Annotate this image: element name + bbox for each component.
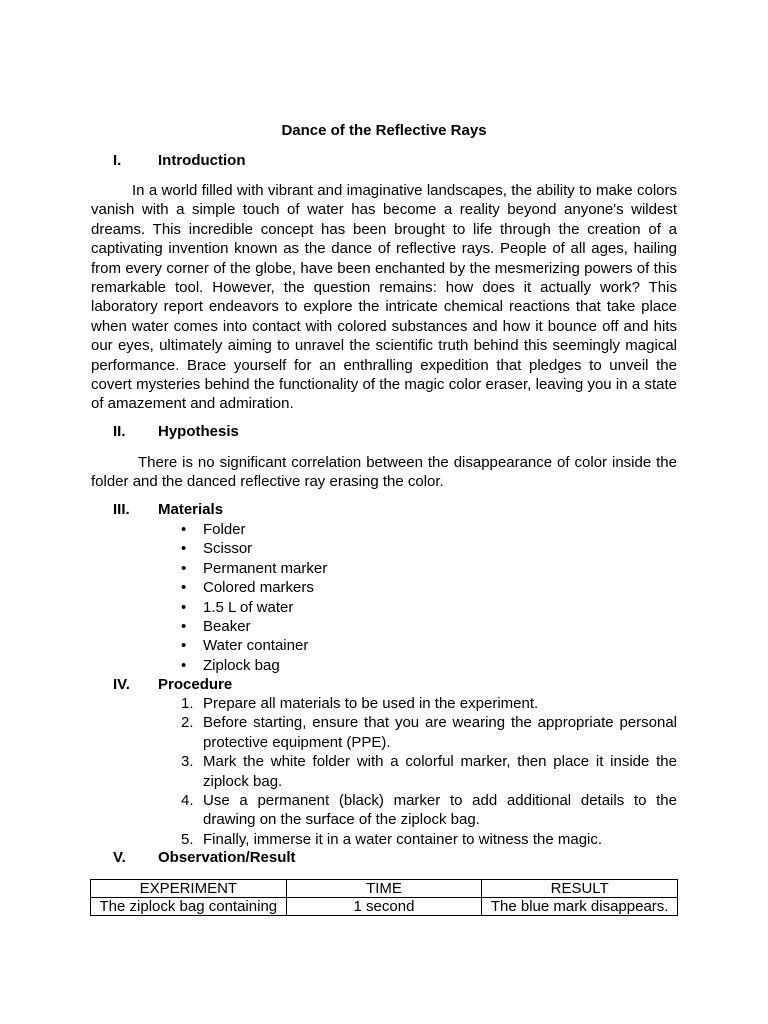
- step-text: Before starting, ensure that you are wearing the appropriate personal protective equipment (PPE).: [203, 714, 677, 751]
- list-item: • Beaker: [181, 617, 677, 636]
- table-cell: 1 second: [286, 898, 482, 916]
- step-number: 2.: [181, 714, 194, 732]
- step-text: Mark the white folder with a colorful marker, then place it inside the ziplock bag.: [203, 753, 677, 790]
- list-item: • Water container: [181, 636, 677, 655]
- list-item: • Scissor: [181, 539, 677, 558]
- observation-table: [90, 879, 678, 916]
- step-text: Finally, immerse it in a water container to witness the magic.: [203, 830, 603, 848]
- table-header-cell: TIME: [286, 880, 482, 898]
- list-item: • Folder: [181, 520, 677, 539]
- section-title-procedure: Procedure: [158, 676, 233, 693]
- introduction-paragraph: In a world filled with vibrant and imaginative landscapes, the ability to make colors vanish with a simple touch of water has become a reality beyond anyone's wildest dreams. This incredible concept has been brought to life through the creation of a captivating invention known as the dance of reflective rays. People of all ages, hailing from every corner of the globe, have been enchanted by the mesmerizing powers of this remarkable tool. However, the question remains: how does it actually work? This laboratory report endeavors to explore the intricate chemical reactions that take place when water comes into contact with colored substances and how it bounce off and hits our eyes, ultimately aiming to unravel the scientific truth behind this seemingly magical performance. Brace yourself for an enthralling expedition that pledges to unveil the covert mysteries behind the functionality of the magic color eraser, leaving you in a state of amazement and admiration.: [91, 182, 677, 413]
- step-number: 3.: [181, 753, 194, 771]
- hypothesis-paragraph: There is no significant correlation between the disappearance of color inside the folder and the danced reflective ray erasing the color.: [91, 454, 677, 491]
- list-item: [181, 713, 677, 752]
- list-item: [181, 694, 677, 713]
- table-cell: The blue mark disappears.: [482, 898, 678, 916]
- section-title-observation: Observation/Result: [158, 849, 296, 866]
- table-cell: The ziplock bag containing: [91, 898, 287, 916]
- section-title-introduction: Introduction: [158, 152, 246, 169]
- list-item: [181, 830, 677, 849]
- step-number: 1.: [181, 695, 194, 712]
- table-header-row: [91, 880, 678, 898]
- section-title-materials: Materials: [158, 501, 224, 518]
- step-number: 4.: [181, 792, 194, 810]
- step-text: Prepare all materials to be used in the experiment.: [203, 695, 539, 712]
- table-row: [91, 898, 678, 916]
- list-item: [181, 791, 677, 830]
- list-item: [181, 752, 677, 791]
- list-item: • Ziplock bag: [181, 656, 677, 675]
- list-item: • 1.5 L of water: [181, 598, 677, 617]
- table-header-cell: RESULT: [482, 880, 678, 898]
- list-item: • Permanent marker: [181, 559, 677, 578]
- document-title: Dance of the Reflective Rays: [281, 122, 487, 139]
- section-number-hypothesis: II.: [113, 423, 126, 440]
- section-number-observation: V.: [113, 849, 126, 866]
- section-number-procedure: IV.: [113, 676, 130, 693]
- step-number: 5.: [181, 830, 194, 848]
- section-title-hypothesis: Hypothesis: [158, 423, 239, 440]
- section-number-materials: III.: [113, 501, 130, 518]
- step-text: Use a permanent (black) marker to add additional details to the drawing on the surface of the ziplock bag.: [203, 792, 677, 829]
- procedure-list: [181, 694, 677, 849]
- materials-list: [181, 520, 677, 675]
- list-item: • Colored markers: [181, 578, 677, 597]
- table-header-cell: EXPERIMENT: [91, 880, 287, 898]
- section-number-introduction: I.: [113, 152, 122, 169]
